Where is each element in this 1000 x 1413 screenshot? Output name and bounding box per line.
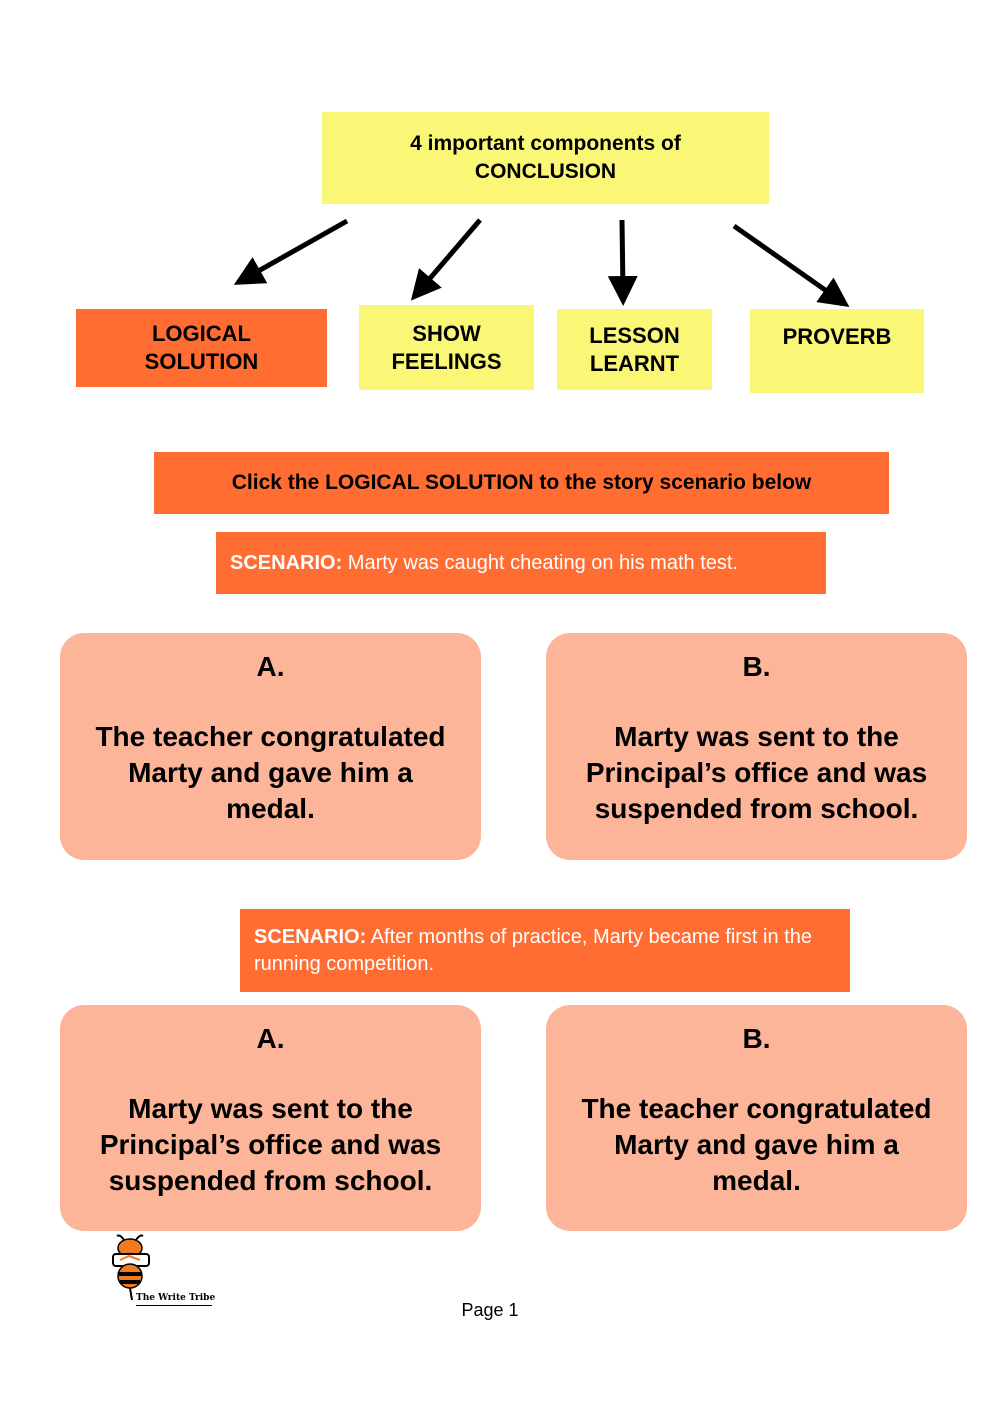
answer-letter: A. [256, 1023, 285, 1054]
component-show-feelings: SHOW FEELINGS [359, 305, 534, 390]
answer-text: Marty was sent to the Principal’s office and was suspended from school. [99, 1093, 442, 1196]
scenario-label: SCENARIO: [230, 551, 343, 574]
answer-text: The teacher congratulated Marty and gave him a medal. [95, 721, 446, 824]
arrow-to-proverb [734, 226, 838, 299]
component-proverb: PROVERB [750, 309, 924, 393]
concept-title: 4 important components of CONCLUSION [322, 112, 769, 204]
page-number: Page 1 [461, 1300, 519, 1320]
answer-letter: B. [742, 651, 771, 682]
scenario-2 [240, 909, 850, 992]
answer-card-2b[interactable] [546, 1005, 967, 1231]
answer-card-2a[interactable] [60, 1005, 481, 1231]
answer-card-1b[interactable] [546, 633, 967, 860]
scenario-text: After months of practice, Marty became first in the running competition. [254, 925, 812, 975]
component-logical-solution: LOGICAL SOLUTION [76, 309, 327, 387]
instruction-banner: Click the LOGICAL SOLUTION to the story scenario below [154, 452, 889, 514]
answer-text: Marty was sent to the Principal’s office and was suspended from school. [585, 721, 928, 824]
scenario-text: Marty was caught cheating on his math test. [342, 551, 738, 574]
scenario-label: SCENARIO: [254, 925, 367, 948]
answer-text: The teacher congratulated Marty and gave him a medal. [581, 1093, 932, 1196]
answer-card-1a[interactable] [60, 633, 481, 860]
component-lesson-learnt: LESSON LEARNT [557, 309, 712, 390]
arrow-to-logical-solution [246, 221, 347, 278]
answer-letter: B. [742, 1023, 771, 1054]
arrow-to-show-feelings [420, 220, 480, 290]
write-tribe-logo [108, 1234, 218, 1310]
arrow-to-lesson-learnt [622, 220, 623, 292]
logo-underline [136, 1305, 212, 1306]
scenario-1 [216, 532, 826, 594]
answer-letter: A. [256, 651, 285, 682]
logo-text: The Write Tribe [136, 1293, 216, 1303]
